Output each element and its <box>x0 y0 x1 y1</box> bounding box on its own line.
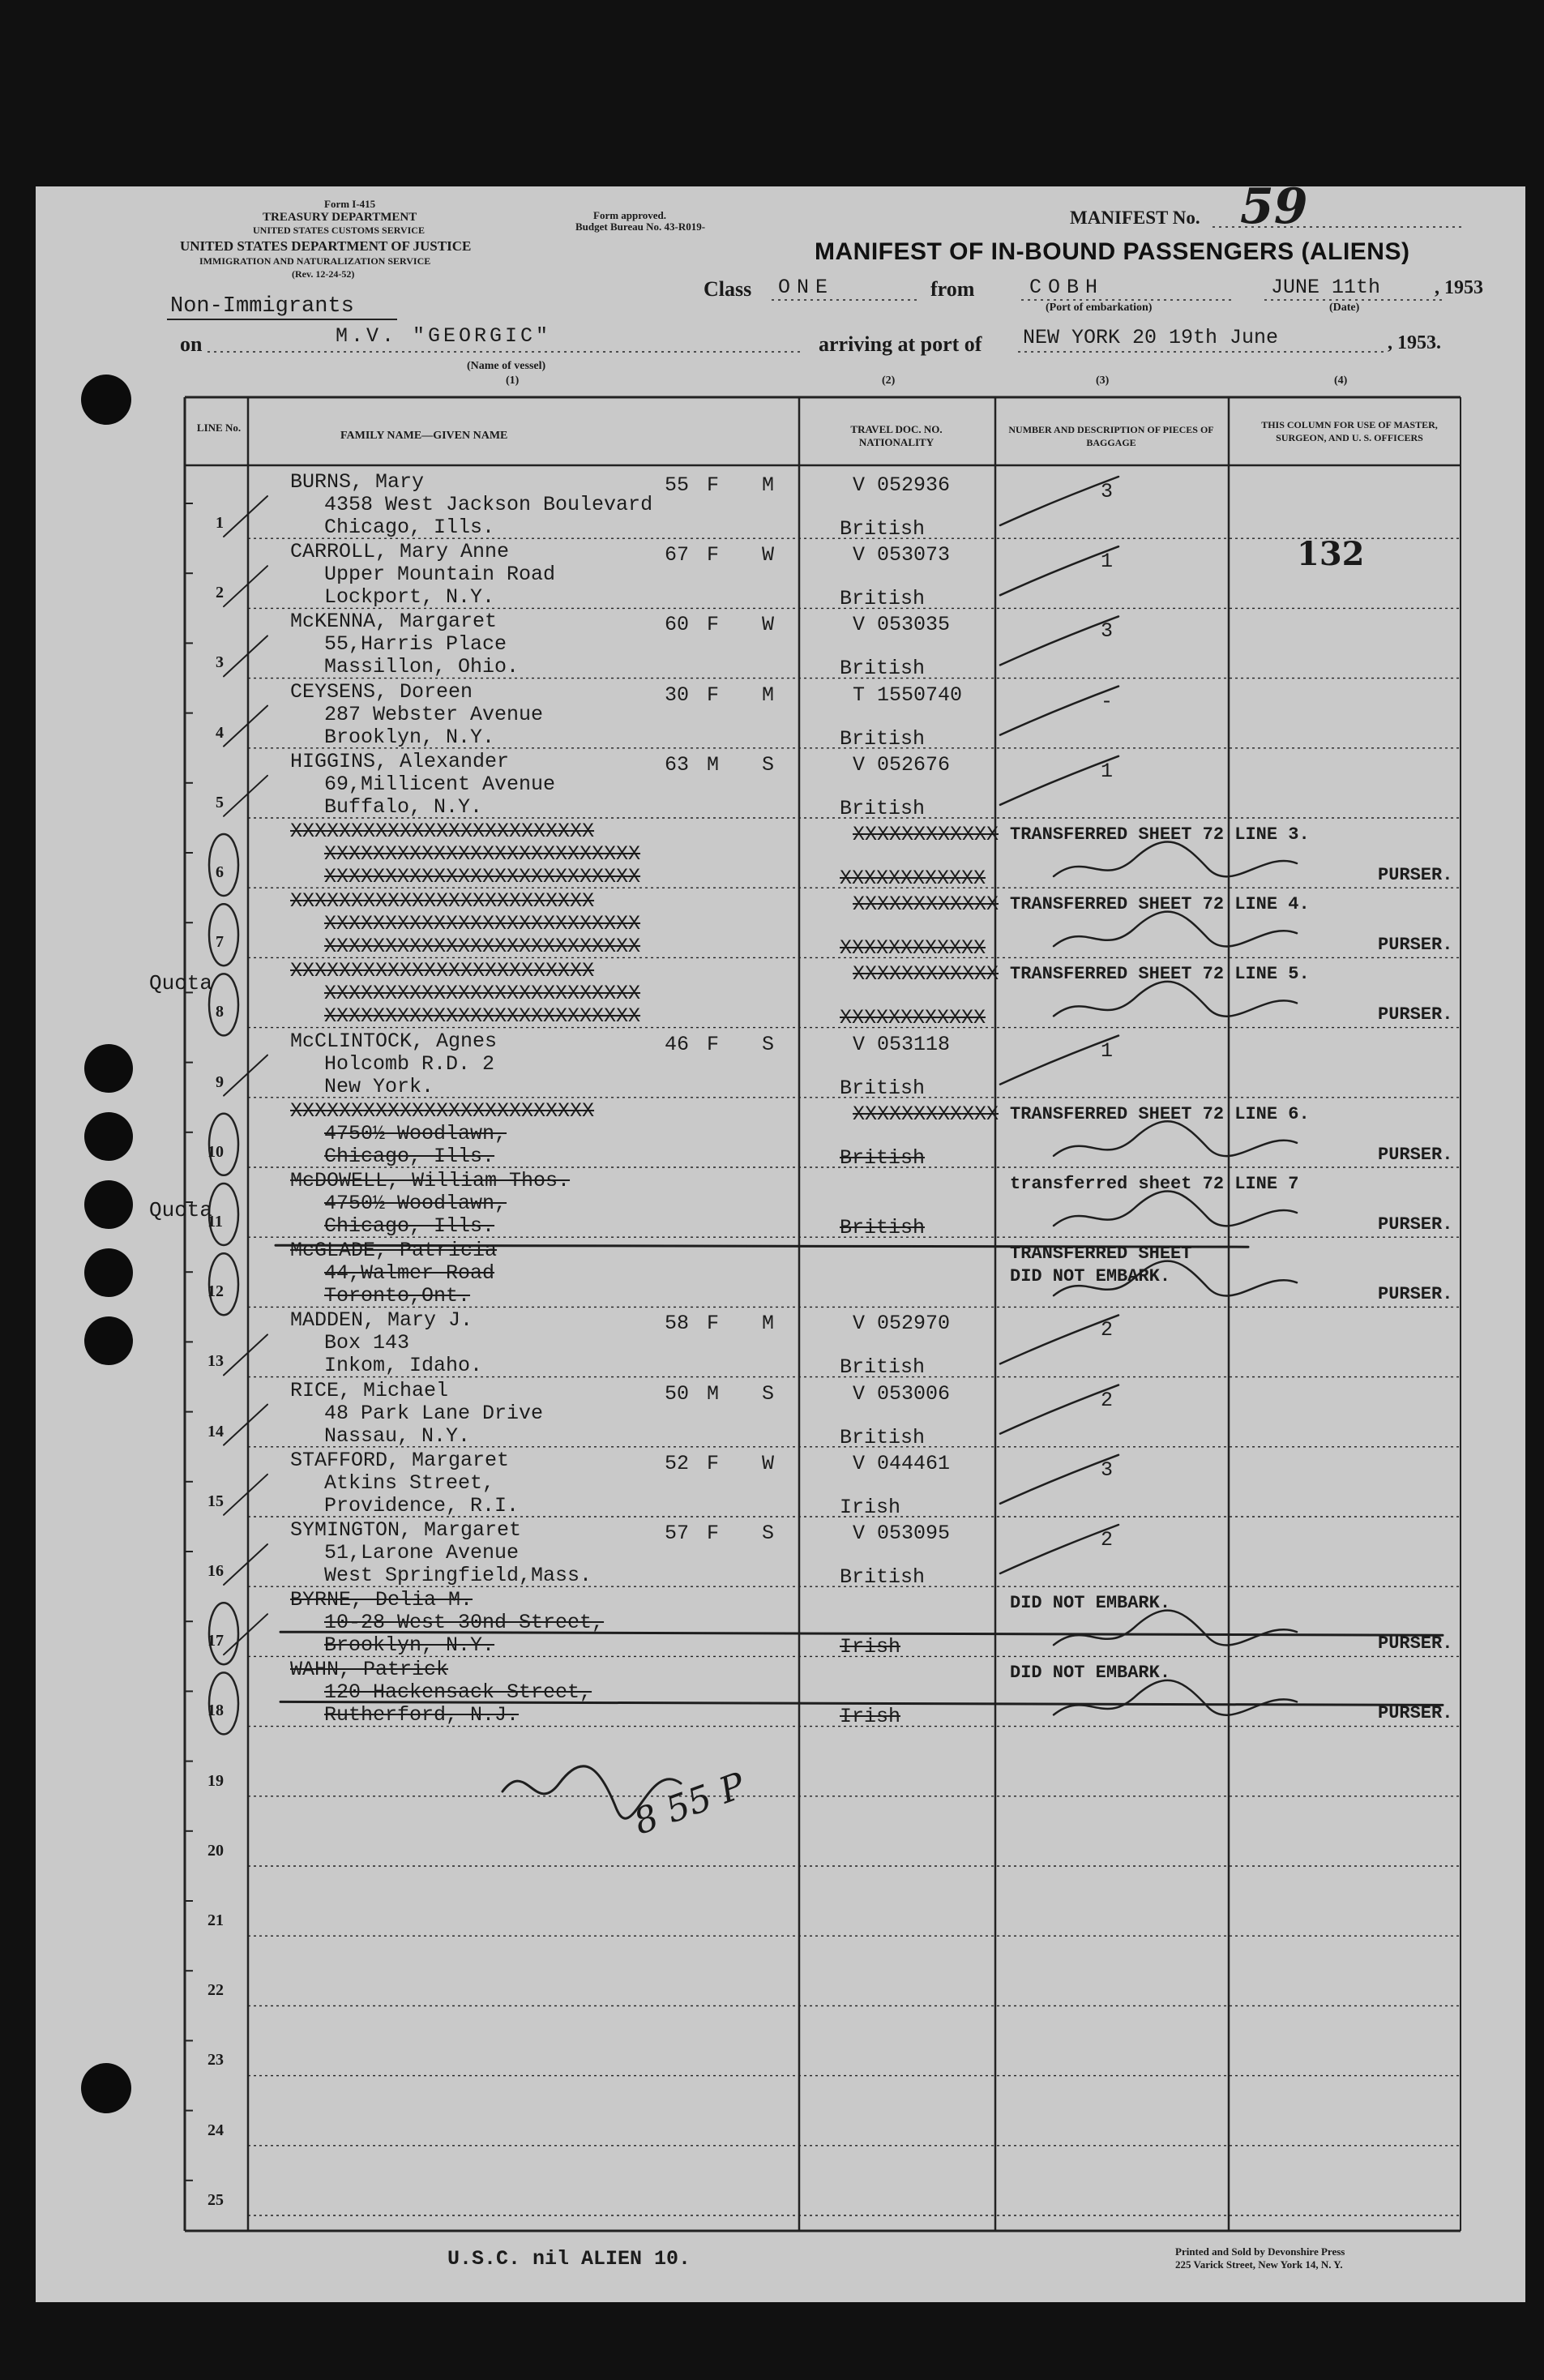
col-4-num: (4) <box>1334 375 1348 387</box>
line-number: 18 <box>207 1702 224 1720</box>
passenger-marital-status: W <box>762 613 775 637</box>
passenger-address: XXXXXXXXXXXXXXXXXXXXXXXXXX <box>324 842 641 866</box>
usc-note: U.S.C. nil ALIEN 10. <box>447 2247 691 2271</box>
date-year: , 1953 <box>1435 277 1483 298</box>
passenger-address: Brooklyn, N.Y. <box>324 1633 495 1658</box>
passenger-name: SYMINGTON, Margaret <box>290 1518 522 1542</box>
purser-label: PURSER. <box>1378 1284 1453 1305</box>
line-number: 1 <box>216 514 224 532</box>
passenger-name: HIGGINS, Alexander <box>290 749 510 773</box>
passenger-age: 67 <box>665 543 690 567</box>
passenger-name: McKENNA, Margaret <box>290 610 498 634</box>
manifest-title: MANIFEST OF IN-BOUND PASSENGERS (ALIENS) <box>815 238 1410 265</box>
port-embarkation-caption: (Port of embarkation) <box>1046 302 1153 314</box>
nationality: British <box>840 1145 926 1170</box>
quota-note: Quota <box>149 1198 213 1222</box>
baggage-count: 3 <box>1101 1458 1114 1482</box>
passenger-marital-status: S <box>762 1032 775 1056</box>
class-value: ONE <box>778 276 835 299</box>
passenger-address: XXXXXXXXXXXXXXXXXXXXXXXXXX <box>324 912 641 936</box>
passenger-marital-status: S <box>762 752 775 777</box>
nationality: XXXXXXXXXXXX <box>840 867 986 890</box>
check-mark <box>224 636 267 676</box>
check-mark <box>224 706 267 747</box>
travel-doc-number: V 052676 <box>853 752 951 777</box>
purser-signature <box>1054 1121 1297 1156</box>
passenger-sex: F <box>707 1312 720 1336</box>
travel-doc-number: V 053035 <box>853 613 951 637</box>
from-value: COBH <box>1029 276 1105 299</box>
passenger-address: XXXXXXXXXXXXXXXXXXXXXXXXXX <box>324 982 641 1006</box>
passenger-sex: F <box>707 543 720 567</box>
passenger-marital-status: M <box>762 473 775 497</box>
check-mark <box>224 1334 267 1375</box>
travel-doc-number: V 053006 <box>853 1381 951 1406</box>
passenger-address: 55,Harris Place <box>324 632 507 657</box>
passenger-address: New York. <box>324 1074 434 1098</box>
ins-service: IMMIGRATION AND NATURALIZATION SERVICE <box>199 255 431 267</box>
line-circle <box>209 974 238 1035</box>
customs-service: UNITED STATES CUSTOMS SERVICE <box>253 225 425 236</box>
passenger-name: MADDEN, Mary J. <box>290 1308 473 1333</box>
nationality: British <box>840 657 926 681</box>
passenger-address: 287 Webster Avenue <box>324 702 544 726</box>
passenger-name: McCLINTOCK, Agnes <box>290 1029 498 1053</box>
travel-doc-number: V 052936 <box>853 473 951 497</box>
baggage-count: 2 <box>1101 1388 1114 1412</box>
printer-line-2: 225 Varick Street, New York 14, N. Y. <box>1175 2258 1343 2271</box>
passenger-address: Chicago, Ills. <box>324 1144 495 1168</box>
passenger-sex: F <box>707 473 720 497</box>
justice-dept: UNITED STATES DEPARTMENT OF JUSTICE <box>180 238 472 254</box>
line-number: 24 <box>207 2121 224 2139</box>
baggage-count: 2 <box>1101 1318 1114 1342</box>
passenger-sex: M <box>707 1381 720 1406</box>
line-number: 3 <box>216 653 224 672</box>
form-approved: Form approved. <box>593 209 667 221</box>
purser-signature <box>1054 1680 1297 1715</box>
passenger-address: 69,Millicent Avenue <box>324 772 556 796</box>
col-header-officers: THIS COLUMN FOR USE OF MASTER, SURGEON, AND U. S. OFFICERS <box>1261 419 1438 443</box>
manifest-no-label: MANIFEST No. <box>1070 208 1200 228</box>
quota-note: Quota <box>149 971 213 995</box>
travel-doc-number: V 044461 <box>853 1451 951 1475</box>
nationality: Irish <box>840 1495 901 1519</box>
line-circle <box>209 834 238 896</box>
baggage-count: 1 <box>1101 550 1114 574</box>
passenger-address: 120 Hackensack Street, <box>324 1680 592 1705</box>
transfer-note: TRANSFERRED SHEET 72 LINE 3. <box>1010 824 1310 845</box>
passenger-name: BURNS, Mary <box>290 470 425 494</box>
passenger-address: XXXXXXXXXXXXXXXXXXXXXXXXXX <box>324 1004 641 1029</box>
purser-label: PURSER. <box>1378 1703 1453 1724</box>
passenger-address: West Springfield,Mass. <box>324 1564 592 1587</box>
passenger-name: McGLADE, Patricia <box>290 1239 498 1263</box>
date-caption: (Date) <box>1329 302 1360 314</box>
passenger-address: Chicago, Ills. <box>324 516 495 539</box>
passenger-address: Holcomb R.D. 2 <box>324 1051 495 1076</box>
arrival-year: , 1953. <box>1388 332 1441 353</box>
line-number: 2 <box>216 584 224 602</box>
passenger-marital-status: M <box>762 1312 775 1336</box>
check-mark <box>224 496 267 537</box>
passenger-name: CEYSENS, Doreen <box>290 679 473 704</box>
nationality: XXXXXXXXXXXX <box>840 936 986 961</box>
col-3-num: (3) <box>1096 375 1110 387</box>
passenger-name: XXXXXXXXXXXXXXXXXXXXXXXXX <box>290 889 595 914</box>
handwritten-initials: 8 55 P <box>628 1765 751 1843</box>
travel-doc-number: XXXXXXXXXXXX <box>853 1102 999 1126</box>
officer-note: 132 <box>1297 535 1365 574</box>
nationality: British <box>840 726 926 751</box>
passenger-address: 4750½ Woodlawn, <box>324 1121 507 1145</box>
check-mark <box>224 1544 267 1585</box>
line-number: 6 <box>216 863 224 881</box>
line-number: 8 <box>216 1003 224 1021</box>
arrival-port: NEW YORK 20 19th June <box>1023 326 1279 349</box>
passenger-age: 52 <box>665 1451 690 1475</box>
passenger-marital-status: W <box>762 1451 775 1475</box>
transfer-note: DID NOT EMBARK. <box>1010 1593 1171 1614</box>
passenger-address: 44,Walmer Road <box>324 1261 495 1286</box>
passenger-address: Inkom, Idaho. <box>324 1354 483 1378</box>
transfer-note: transferred sheet 72 LINE 7 <box>1010 1174 1299 1194</box>
baggage-count: - <box>1101 689 1114 713</box>
travel-doc-number: V 053095 <box>853 1522 951 1545</box>
nationality: XXXXXXXXXXXX <box>840 1006 986 1030</box>
passenger-marital-status: W <box>762 543 775 567</box>
passenger-age: 46 <box>665 1032 690 1056</box>
passenger-age: 57 <box>665 1522 690 1545</box>
line-number: 20 <box>207 1841 224 1860</box>
check-mark <box>224 1614 267 1654</box>
passenger-name: XXXXXXXXXXXXXXXXXXXXXXXXX <box>290 1098 595 1123</box>
line-number: 25 <box>207 2190 224 2209</box>
purser-signature <box>1054 1191 1297 1226</box>
line-number: 12 <box>207 1282 224 1301</box>
budget-bureau: Budget Bureau No. 43-R019- <box>575 220 706 233</box>
purser-label: PURSER. <box>1378 1633 1453 1654</box>
line-number: 5 <box>216 793 224 811</box>
class-label: Class <box>704 277 752 301</box>
passenger-address: Upper Mountain Road <box>324 563 556 587</box>
passenger-sex: F <box>707 1032 720 1056</box>
line-number: 22 <box>207 1981 224 2000</box>
passenger-address: XXXXXXXXXXXXXXXXXXXXXXXXXX <box>324 935 641 959</box>
passenger-age: 58 <box>665 1312 690 1336</box>
passenger-marital-status: S <box>762 1522 775 1545</box>
purser-signature <box>1054 841 1297 876</box>
line-number: 17 <box>207 1632 224 1650</box>
nationality: British <box>840 517 926 541</box>
passenger-age: 50 <box>665 1381 690 1406</box>
col-header-travel-doc: TRAVEL DOC. NO. NATIONALITY <box>850 423 943 448</box>
transfer-note: TRANSFERRED SHEET <box>1010 1244 1192 1265</box>
purser-label: PURSER. <box>1378 1144 1453 1165</box>
manifest-no-value: 59 <box>1240 178 1308 235</box>
purser-signature <box>1054 982 1297 1017</box>
baggage-count: 2 <box>1101 1528 1114 1552</box>
passenger-name: RICE, Michael <box>290 1378 449 1402</box>
nationality: Irish <box>840 1635 901 1659</box>
passenger-name: STAFFORD, Margaret <box>290 1448 510 1472</box>
check-mark <box>224 776 267 816</box>
baggage-count: 1 <box>1101 759 1114 783</box>
travel-doc-number: V 052970 <box>853 1312 951 1336</box>
travel-doc-number: XXXXXXXXXXXX <box>853 823 999 846</box>
nationality: British <box>840 1565 926 1589</box>
passenger-age: 63 <box>665 752 690 777</box>
passenger-address: Brooklyn, N.Y. <box>324 725 495 749</box>
passenger-address: 48 Park Lane Drive <box>324 1401 544 1425</box>
line-number: 13 <box>207 1352 224 1371</box>
passenger-name: CARROLL, Mary Anne <box>290 540 510 564</box>
passenger-address: Providence, R.I. <box>324 1493 520 1517</box>
check-mark <box>224 566 267 606</box>
passenger-address: Rutherford, N.J. <box>324 1703 520 1727</box>
line-number: 15 <box>207 1492 224 1510</box>
passenger-name: WAHN, Patrick <box>290 1658 449 1682</box>
passenger-age: 30 <box>665 683 690 707</box>
purser-signature <box>1054 912 1297 947</box>
check-mark <box>224 1055 267 1096</box>
passenger-age: 55 <box>665 473 690 497</box>
travel-doc-number: T 1550740 <box>853 683 963 707</box>
transfer-note: TRANSFERRED SHEET 72 LINE 4. <box>1010 894 1310 915</box>
transfer-note: DID NOT EMBARK. <box>1010 1663 1171 1684</box>
nationality: British <box>840 1355 926 1380</box>
passenger-name: BYRNE, Delia M. <box>290 1588 473 1612</box>
passenger-name: XXXXXXXXXXXXXXXXXXXXXXXXX <box>290 959 595 983</box>
col-header-name: FAMILY NAME—GIVEN NAME <box>340 430 508 442</box>
purser-label: PURSER. <box>1378 1004 1453 1025</box>
nationality: British <box>840 587 926 611</box>
passenger-sex: F <box>707 683 720 707</box>
travel-doc-number: V 053118 <box>853 1032 951 1056</box>
transfer-note: TRANSFERRED SHEET 72 LINE 5. <box>1010 964 1310 985</box>
nationality: British <box>840 1076 926 1100</box>
line-number: 10 <box>207 1142 224 1161</box>
passenger-sex: F <box>707 613 720 637</box>
passenger-marital-status: M <box>762 683 775 707</box>
form-id: Form I-415 <box>324 198 376 210</box>
check-mark <box>224 1405 267 1445</box>
from-label: from <box>930 277 975 301</box>
passenger-address: Toronto,Ont. <box>324 1284 471 1308</box>
line-number: 14 <box>207 1422 224 1440</box>
passenger-address: 51,Larone Avenue <box>324 1541 520 1565</box>
passenger-address: Atkins Street, <box>324 1470 495 1495</box>
check-mark <box>224 1475 267 1515</box>
nationality: Irish <box>840 1705 901 1729</box>
purser-label: PURSER. <box>1378 865 1453 885</box>
line-number: 7 <box>216 933 224 952</box>
travel-doc-number: XXXXXXXXXXXX <box>853 892 999 917</box>
nationality: British <box>840 1216 926 1239</box>
non-immigrants: Non-Immigrants <box>170 294 354 319</box>
line-circle <box>209 904 238 965</box>
passenger-address: 4358 West Jackson Boulevard <box>324 493 653 516</box>
passenger-address: Chicago, Ills. <box>324 1214 495 1238</box>
line-number: 23 <box>207 2051 224 2070</box>
baggage-count: 3 <box>1101 480 1114 503</box>
passenger-sex: F <box>707 1522 720 1545</box>
passenger-address: Nassau, N.Y. <box>324 1423 471 1448</box>
col-header-line-no: LINE No. <box>196 422 242 434</box>
nationality: British <box>840 1425 926 1449</box>
transfer-note: DID NOT EMBARK. <box>1010 1266 1171 1287</box>
vessel-caption: (Name of vessel) <box>467 360 546 372</box>
line-number: 19 <box>207 1771 224 1790</box>
passenger-marital-status: S <box>762 1381 775 1406</box>
line-number: 16 <box>207 1562 224 1580</box>
baggage-count: 1 <box>1101 1038 1114 1063</box>
passenger-sex: M <box>707 752 720 777</box>
purser-signature <box>1054 1611 1297 1646</box>
passenger-age: 60 <box>665 613 690 637</box>
on-label: on <box>180 332 203 356</box>
baggage-count: 3 <box>1101 619 1114 644</box>
arriving-label: arriving at port of <box>819 332 982 356</box>
purser-label: PURSER. <box>1378 935 1453 956</box>
line-number: 11 <box>207 1213 223 1231</box>
line-number: 21 <box>207 1911 224 1929</box>
vessel-name: M.V. "GEORGIC" <box>336 324 552 348</box>
passenger-address: Box 143 <box>324 1331 410 1355</box>
passenger-address: 10-28 West 30nd Street, <box>324 1611 605 1635</box>
passenger-name: XXXXXXXXXXXXXXXXXXXXXXXXX <box>290 820 595 843</box>
nationality: British <box>840 796 926 820</box>
passenger-address: Lockport, N.Y. <box>324 585 495 610</box>
date-value: JUNE 11th <box>1271 276 1381 299</box>
passenger-address: 4750½ Woodlawn, <box>324 1192 507 1215</box>
transfer-note: TRANSFERRED SHEET 72 LINE 6. <box>1010 1103 1310 1124</box>
passenger-address: Buffalo, N.Y. <box>324 794 483 819</box>
purser-label: PURSER. <box>1378 1214 1453 1235</box>
passenger-name: McDOWELL, William Thos. <box>290 1169 571 1192</box>
passenger-sex: F <box>707 1451 720 1475</box>
col-header-baggage: NUMBER AND DESCRIPTION OF PIECES OF BAGGAGE <box>1008 424 1214 448</box>
line-number: 4 <box>216 723 224 742</box>
col-1-num: (1) <box>506 375 520 387</box>
line-number: 9 <box>216 1072 224 1091</box>
passenger-address: Massillon, Ohio. <box>324 655 520 679</box>
passenger-address: XXXXXXXXXXXXXXXXXXXXXXXXXX <box>324 865 641 888</box>
col-2-num: (2) <box>882 375 896 387</box>
treasury-dept: TREASURY DEPARTMENT <box>263 211 417 224</box>
form-rev: (Rev. 12-24-52) <box>292 268 355 280</box>
travel-doc-number: XXXXXXXXXXXX <box>853 962 999 987</box>
printer-line-1: Printed and Sold by Devonshire Press <box>1175 2245 1345 2258</box>
travel-doc-number: V 053073 <box>853 543 951 567</box>
